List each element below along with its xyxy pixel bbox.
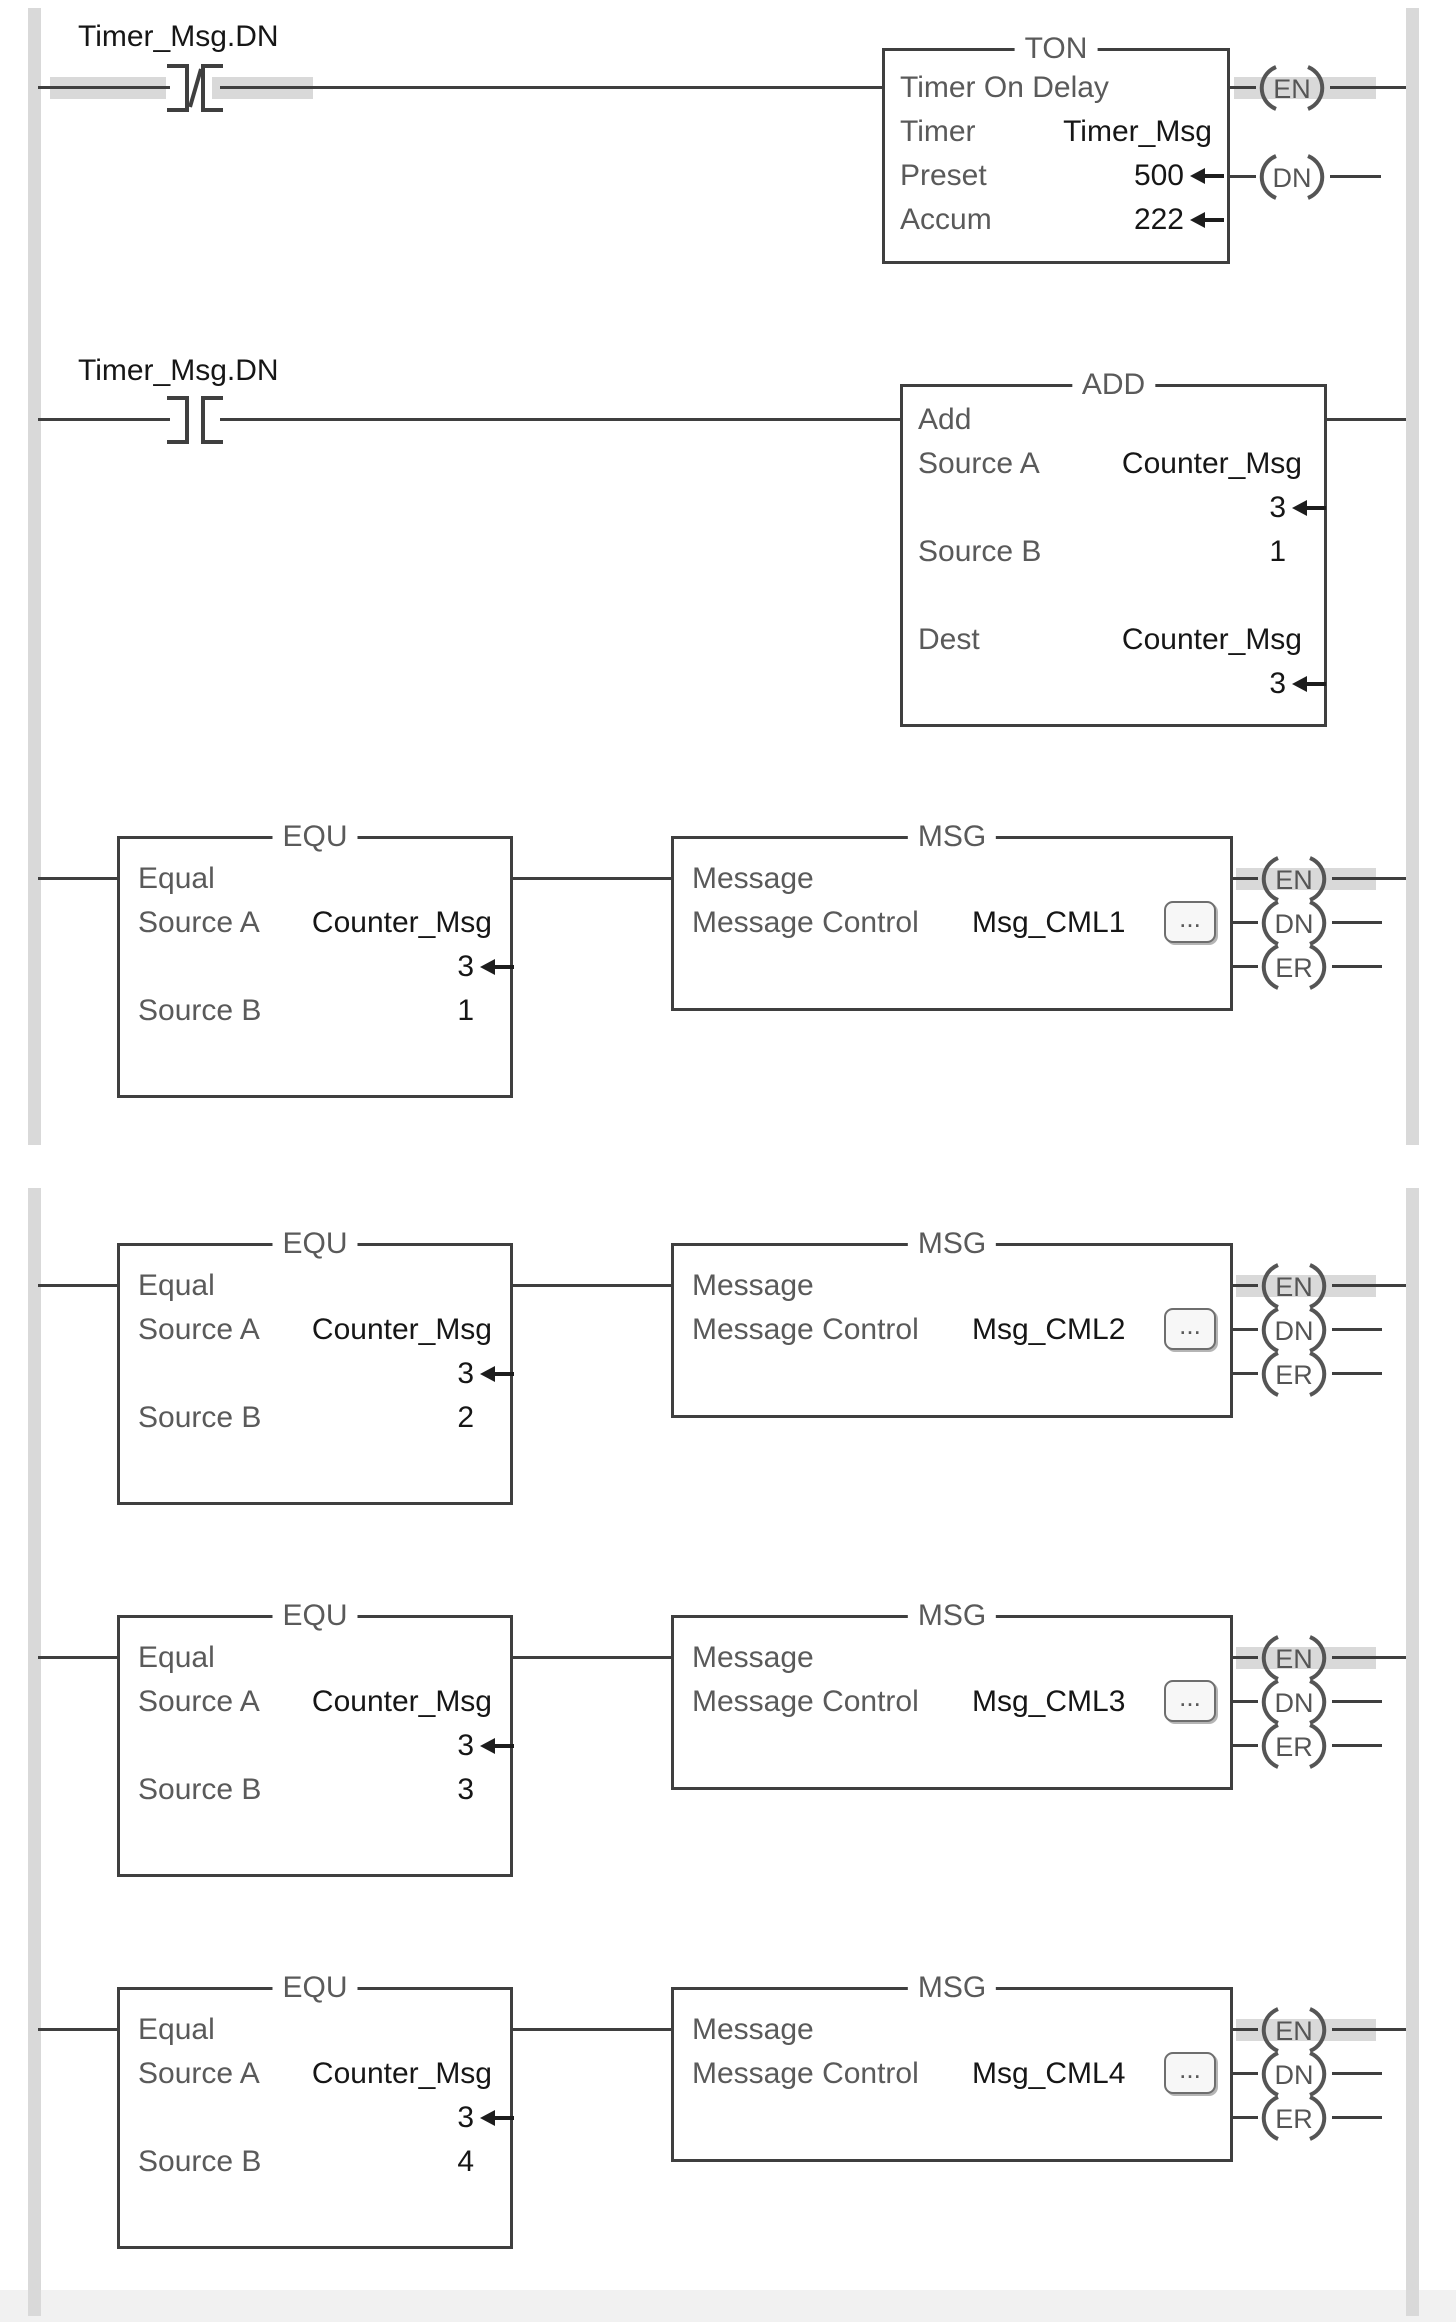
contact-tag-label[interactable]: Timer_Msg.DN	[78, 354, 279, 387]
equ-instruction-block[interactable]	[117, 820, 513, 1098]
no-contact-timer-msg-dn[interactable]	[161, 394, 229, 446]
value-arrow-icon	[478, 1363, 516, 1385]
rung-wire	[220, 86, 884, 89]
svg-text:DN: DN	[1274, 2060, 1314, 2090]
rung-wire	[1332, 2072, 1382, 2075]
equ-block-header: EQU	[272, 1226, 357, 1262]
equ-instruction-block[interactable]	[117, 1599, 513, 1877]
rung-wire	[1332, 2116, 1382, 2119]
rung-wire	[38, 418, 170, 421]
ton-timer-operand[interactable]: Timer_Msg	[1063, 115, 1212, 148]
rung-wire	[510, 1284, 674, 1287]
svg-text:EN: EN	[1275, 865, 1313, 895]
msg-control-operand[interactable]: Msg_CML3	[972, 1685, 1126, 1718]
rung-wire	[1330, 175, 1381, 178]
equ-source-a-value[interactable]: 3	[457, 950, 474, 983]
rung-wire	[38, 1284, 120, 1287]
equ-row-name: Source A	[138, 1685, 260, 1718]
rung-wire	[1332, 877, 1406, 880]
equ-source-a-operand[interactable]: Counter_Msg	[311, 2057, 492, 2090]
msg-control-operand[interactable]: Msg_CML2	[972, 1313, 1126, 1346]
msg-instruction-block[interactable]	[671, 1227, 1233, 1418]
msg-block-header: MSG	[908, 1226, 996, 1262]
add-dest-operand[interactable]: Counter_Msg	[1121, 623, 1302, 656]
svg-text:EN: EN	[1275, 2016, 1313, 2046]
equ-instruction-block[interactable]	[117, 1227, 513, 1505]
ton-title: Timer On Delay	[900, 71, 1109, 104]
svg-text:DN: DN	[1272, 163, 1312, 193]
svg-text:DN: DN	[1274, 909, 1314, 939]
equ-source-a-value[interactable]: 3	[457, 1729, 474, 1762]
ton-en-coil[interactable]	[1250, 64, 1334, 112]
equ-source-b-value[interactable]: 3	[457, 1773, 474, 1806]
msg-control-operand[interactable]: Msg_CML4	[972, 2057, 1126, 2090]
value-arrow-icon	[1188, 209, 1226, 231]
msg-row-name: Message Control	[692, 906, 919, 939]
contact-tag-label[interactable]: Timer_Msg.DN	[78, 20, 279, 53]
msg-block-header: MSG	[908, 1598, 996, 1634]
rung-wire	[1332, 1656, 1406, 1659]
add-dest-value[interactable]: 3	[1269, 667, 1286, 700]
msg-dn-coil[interactable]	[1252, 1306, 1336, 1354]
rung-wire	[1330, 86, 1406, 89]
add-instruction-block[interactable]	[900, 368, 1327, 727]
left-power-rail-top	[28, 8, 41, 1145]
msg-configure-button[interactable]: ...	[1164, 901, 1216, 943]
equ-row-name: Source A	[138, 1313, 260, 1346]
rung-wire	[1332, 1372, 1382, 1375]
equ-row-name: Source B	[138, 994, 262, 1027]
ton-instruction-block[interactable]	[882, 32, 1230, 264]
equ-source-b-value[interactable]: 2	[457, 1401, 474, 1434]
msg-row-name: Message Control	[692, 2057, 919, 2090]
rung-wire	[1332, 1328, 1382, 1331]
msg-instruction-block[interactable]	[671, 820, 1233, 1011]
rung-wire	[1327, 418, 1406, 421]
add-title: Add	[918, 403, 972, 436]
add-row-name: Source B	[918, 535, 1042, 568]
svg-text:ER: ER	[1275, 1360, 1313, 1390]
next-rung-hint-band	[0, 2290, 1456, 2322]
msg-er-coil[interactable]	[1252, 943, 1336, 991]
add-source-a-value[interactable]: 3	[1269, 491, 1286, 524]
ton-row-name: Accum	[900, 203, 992, 236]
msg-dn-coil[interactable]	[1252, 1678, 1336, 1726]
nc-contact-timer-msg-dn[interactable]	[161, 62, 229, 114]
ton-row-name: Timer	[900, 115, 976, 148]
equ-source-a-operand[interactable]: Counter_Msg	[311, 906, 492, 939]
svg-text:EN: EN	[1275, 1272, 1313, 1302]
msg-dn-coil[interactable]	[1252, 899, 1336, 947]
rung-wire	[1332, 2028, 1406, 2031]
msg-title: Message	[692, 1641, 814, 1674]
ton-preset-value[interactable]: 500	[1133, 159, 1184, 192]
msg-title: Message	[692, 1269, 814, 1302]
value-arrow-icon	[1188, 165, 1226, 187]
rung-wire	[1332, 1700, 1382, 1703]
equ-title: Equal	[138, 1269, 215, 1302]
rung-wire	[510, 1656, 674, 1659]
add-row-name: Source A	[918, 447, 1040, 480]
equ-row-name: Source B	[138, 1401, 262, 1434]
rung-wire	[220, 418, 902, 421]
msg-er-coil[interactable]	[1252, 1722, 1336, 1770]
equ-instruction-block[interactable]	[117, 1971, 513, 2249]
svg-text:ER: ER	[1275, 1732, 1313, 1762]
msg-row-name: Message Control	[692, 1313, 919, 1346]
value-arrow-icon	[478, 1735, 516, 1757]
rung-wire	[1332, 1284, 1406, 1287]
msg-er-coil[interactable]	[1252, 1350, 1336, 1398]
msg-block-header: MSG	[908, 1970, 996, 2006]
rung-wire	[38, 2028, 120, 2031]
svg-text:EN: EN	[1273, 74, 1311, 104]
msg-row-name: Message Control	[692, 1685, 919, 1718]
add-row-name: Dest	[918, 623, 980, 656]
value-arrow-icon	[478, 956, 516, 978]
svg-text:DN: DN	[1274, 1316, 1314, 1346]
equ-source-a-operand[interactable]: Counter_Msg	[311, 1685, 492, 1718]
svg-text:ER: ER	[1275, 953, 1313, 983]
equ-source-b-value[interactable]: 4	[457, 2145, 474, 2178]
equ-row-name: Source B	[138, 1773, 262, 1806]
add-source-b-value[interactable]: 1	[1269, 535, 1286, 568]
right-power-rail-bottom	[1406, 1188, 1419, 2316]
value-arrow-icon	[1290, 673, 1328, 695]
msg-instruction-block[interactable]	[671, 1971, 1233, 2162]
msg-en-coil[interactable]	[1252, 1262, 1336, 1310]
value-arrow-icon	[1290, 497, 1328, 519]
equ-source-a-value[interactable]: 3	[457, 1357, 474, 1390]
equ-title: Equal	[138, 2013, 215, 2046]
value-arrow-icon	[478, 2107, 516, 2129]
equ-row-name: Source A	[138, 906, 260, 939]
ton-row-name: Preset	[900, 159, 987, 192]
rung-wire	[1332, 965, 1382, 968]
rung-wire	[38, 86, 170, 89]
equ-block-header: EQU	[272, 819, 357, 855]
equ-source-a-operand[interactable]: Counter_Msg	[311, 1313, 492, 1346]
msg-block-header: MSG	[908, 819, 996, 855]
msg-title: Message	[692, 862, 814, 895]
add-block-header: ADD	[1072, 367, 1155, 403]
equ-row-name: Source A	[138, 2057, 260, 2090]
left-power-rail-bottom	[28, 1188, 41, 2316]
msg-configure-button[interactable]: ...	[1164, 1680, 1216, 1722]
msg-configure-button[interactable]: ...	[1164, 2052, 1216, 2094]
svg-text:EN: EN	[1275, 1644, 1313, 1674]
equ-row-name: Source B	[138, 2145, 262, 2178]
right-power-rail-top	[1406, 8, 1419, 1145]
ton-accum-value[interactable]: 222	[1133, 203, 1184, 236]
equ-block-header: EQU	[272, 1970, 357, 2006]
msg-title: Message	[692, 2013, 814, 2046]
msg-configure-button[interactable]: ...	[1164, 1308, 1216, 1350]
msg-en-coil[interactable]	[1252, 1634, 1336, 1682]
equ-title: Equal	[138, 1641, 215, 1674]
msg-control-operand[interactable]: Msg_CML1	[972, 906, 1126, 939]
msg-en-coil[interactable]	[1252, 2006, 1336, 2054]
msg-instruction-block[interactable]	[671, 1599, 1233, 1790]
ton-dn-coil[interactable]	[1250, 153, 1334, 201]
rung-wire	[38, 877, 120, 880]
equ-source-a-value[interactable]: 3	[457, 2101, 474, 2134]
rung-wire	[510, 2028, 674, 2031]
rung-wire	[510, 877, 674, 880]
add-source-a-operand[interactable]: Counter_Msg	[1121, 447, 1302, 480]
equ-title: Equal	[138, 862, 215, 895]
msg-en-coil[interactable]	[1252, 855, 1336, 903]
svg-text:DN: DN	[1274, 1688, 1314, 1718]
rung-wire	[38, 1656, 120, 1659]
svg-text:ER: ER	[1275, 2104, 1313, 2134]
rung-wire	[1332, 921, 1382, 924]
msg-dn-coil[interactable]	[1252, 2050, 1336, 2098]
equ-source-b-value[interactable]: 1	[457, 994, 474, 1027]
equ-block-header: EQU	[272, 1598, 357, 1634]
ton-block-header: TON	[1015, 31, 1098, 67]
rung-wire	[1332, 1744, 1382, 1747]
msg-er-coil[interactable]	[1252, 2094, 1336, 2142]
